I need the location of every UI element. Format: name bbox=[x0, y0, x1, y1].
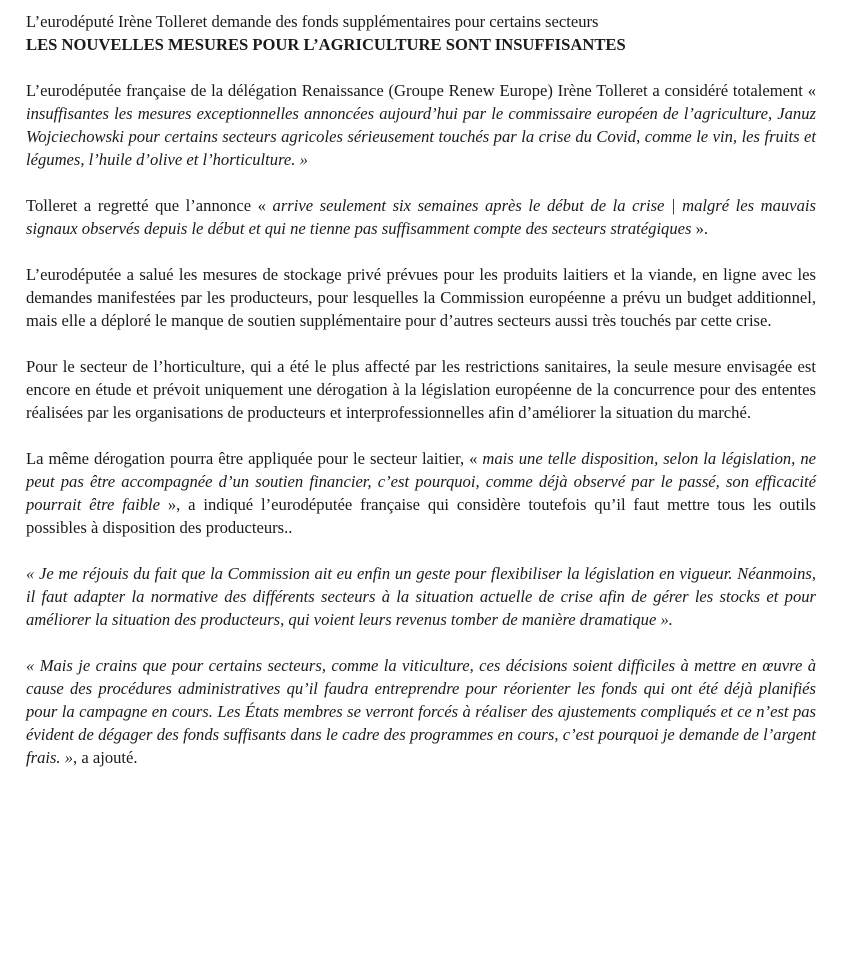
paragraph-6-quote: « Je me réjouis du fait que la Commission ait eu enfin un geste pour flexibiliser la législation en vigueur. Néanmoins, il faut adapter la normative des différents secteurs à la situation actuelle de crise afin de gérer les stocks et pour améliorer la situation des producteurs, qui voient leurs revenus tomber de manière dramatique ». bbox=[26, 564, 816, 629]
paragraph-2-quote: arrive seulement six semaines après le début de la crise | malgré les mauvais signaux observés depuis le début et qui ne tienne pas suffisamment compte des secteurs stratégiques bbox=[26, 196, 816, 238]
paragraph-5-lead: La même dérogation pourra être appliquée pour le secteur laitier, « bbox=[26, 449, 483, 468]
paragraph-7 bbox=[26, 654, 816, 769]
paragraph-5-quote: mais une telle disposition, selon la législation, ne peut pas être accompagnée d’un soutien financier, c’est pourquoi, comme déjà observé par le passé, son efficacité pourrait être faible bbox=[26, 449, 816, 514]
document-title: LES NOUVELLES MESURES POUR L’AGRICULTURE SONT INSUFFISANTES bbox=[26, 35, 626, 54]
paragraph-1-quote: insuffisantes les mesures exceptionnelles annoncées aujourd’hui par le commissaire européen de l’agriculture, Januz Wojciechowski pour certains secteurs agricoles sérieusement touchés par la crise du Covid, comme le vin, les fruits et légumes, l’huile d’olive et l’horticulture. » bbox=[26, 104, 816, 169]
paragraph-1 bbox=[26, 79, 816, 171]
paragraph-7-tail: , a ajouté. bbox=[73, 748, 138, 767]
paragraph-3: L’eurodéputée a salué les mesures de stockage privé prévues pour les produits laitiers et la viande, en ligne avec les demandes manifestées par les producteurs, pour lesquelles la Commission européenne a prévu un budget additionnel, mais elle a déploré le manque de soutien supplémentaire pour d’autres secteurs aussi très touchés par cette crise. bbox=[26, 265, 816, 330]
paragraph-5 bbox=[26, 447, 816, 539]
document-page bbox=[26, 10, 816, 769]
document-subtitle: L’eurodéputé Irène Tolleret demande des fonds supplémentaires pour certains secteurs bbox=[26, 12, 599, 31]
paragraph-6 bbox=[26, 562, 816, 631]
paragraph-2-lead: Tolleret a regretté que l’annonce « bbox=[26, 196, 273, 215]
paragraph-5-tail: », a indiqué l’eurodéputée française qui considère toutefois qu’il faut mettre tous les outils possibles à disposition des producteurs.. bbox=[26, 495, 817, 537]
paragraph-2 bbox=[26, 194, 816, 240]
paragraph-4: Pour le secteur de l’horticulture, qui a été le plus affecté par les restrictions sanitaires, la seule mesure envisagée est encore en étude et prévoit uniquement une dérogation à la législation européenne de la concurrence pour des ententes réalisées par les organisations de producteurs et interprofessionnelles afin d’améliorer la situation du marché. bbox=[26, 357, 816, 422]
paragraph-2-tail: ». bbox=[691, 219, 709, 238]
paragraph-7-quote: « Mais je crains que pour certains secteurs, comme la viticulture, ces décisions soient difficiles à mettre en œuvre à cause des procédures administratives qu’il faudra entreprendre pour réorienter les fonds qui ont été déjà planifiés pour la campagne en cours. Les États membres se verront forcés à réaliser des ajustements compliqués et ce n’est pas évident de dégager des fonds suffisants dans le cadre des programmes en cours, c’est pourquoi je demande de l’argent frais. » bbox=[26, 656, 816, 767]
paragraph-1-lead: L’eurodéputée française de la délégation Renaissance (Groupe Renew Europe) Irène Tolleret a considéré totalement « bbox=[26, 81, 816, 100]
